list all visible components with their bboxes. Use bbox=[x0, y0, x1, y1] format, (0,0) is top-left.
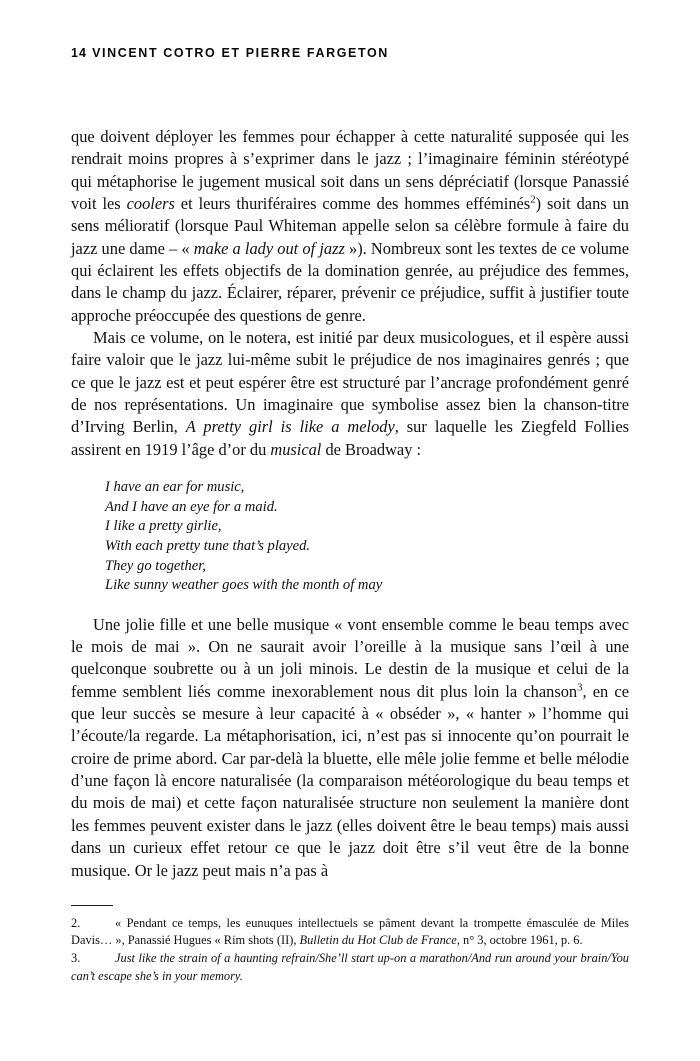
spacer bbox=[71, 596, 629, 614]
footnotes-area bbox=[71, 905, 629, 986]
verse-quote-block bbox=[105, 478, 629, 596]
verse-line: I have an ear for music, bbox=[105, 479, 245, 496]
par1-italic-coolers: coolers bbox=[126, 194, 175, 214]
footnote-italic-title: Bulletin du Hot Club de France bbox=[299, 933, 457, 948]
running-head bbox=[71, 46, 629, 60]
par1-italic-make-a-lady: make a lady out of jazz bbox=[193, 238, 345, 258]
paragraph-1 bbox=[71, 126, 629, 327]
text-column bbox=[71, 126, 629, 882]
footnote-text-segment-2: , n° 3, octobre 1961, p. 6. bbox=[456, 933, 583, 948]
footnote-item bbox=[71, 950, 629, 984]
par1-segment-2: et leurs thuriféraires comme des hommes efféminés bbox=[174, 194, 531, 214]
paragraph-2 bbox=[71, 327, 629, 461]
par2-segment-2: , sur laquelle les Ziegfeld Follies assirent en 1919 l’âge d’or du bbox=[71, 417, 629, 459]
footnote-separator-rule bbox=[71, 905, 113, 906]
verse-line: Like sunny weather goes with the month of may bbox=[105, 577, 383, 594]
par3-segment-2: , en ce que leur succès se mesure à leur capacité à « obséder », « hanter » l’homme qui l’écoute/la regarde. La métaphorisation, ici, n’est pas si innocente qu’on pourrait le croire de prime abord. Car par-delà la bluette, elle mêle jolie femme et belle mélodie d’une façon là encore naturalisée (la comparaison météorologique du beau temps et du mois de mai) et cette façon naturalisée structure non seulement la manière dont les femmes peuvent exister dans le jazz (elles doivent être le beau temps) mais aussi dans un curieux effet retour ce que le jazz doit être s’il veut être de la bonne musique. Or le jazz peut mais n’a pas à bbox=[71, 681, 629, 880]
verse-line: I like a pretty girlie, bbox=[105, 518, 222, 535]
running-head-title: VINCENT COTRO ET PIERRE FARGETON bbox=[92, 46, 389, 60]
footnote-text-segment-1: « Pendant ce temps, les eunuques intellectuels se pâment devant la trompette émasculée de Miles Davis… », Panassié Hugues « Rim shots (II), bbox=[71, 916, 629, 948]
verse-line: With each pretty tune that’s played. bbox=[105, 537, 311, 554]
verse-line: They go together, bbox=[105, 557, 206, 574]
paragraph-3 bbox=[71, 614, 629, 882]
footnote-number: 3. bbox=[71, 951, 81, 966]
footnote-item bbox=[71, 915, 629, 949]
footnote-reference-3: 3 bbox=[577, 681, 583, 694]
par1-segment-4: »). Nombreux sont les textes de ce volume qui éclairent les effets objectifs de la domination genrée, au préjudice des femmes, dans le champ du jazz. Éclairer, réparer, prévenir ce préjudice, suffit à justifier toute approche préoccupée des questions de genre. bbox=[71, 238, 629, 325]
par3-segment-1: Une jolie fille et une belle musique « vont ensemble comme le beau temps avec le mois de mai ». On ne saurait avoir l’oreille à la musique sans l’œil à une quelconque soubrette ou à un joli minois. Le destin de la musique et celui de la femme semblent liés comme inexorablement nous dit plus loin la chanson bbox=[71, 614, 629, 701]
verse-line: And I have an eye for a maid. bbox=[105, 498, 278, 515]
par2-segment-3: de Broadway : bbox=[321, 439, 422, 459]
footnote-number: 2. bbox=[71, 916, 81, 930]
page-number: 14 bbox=[71, 46, 88, 60]
footnote-reference-2: 2 bbox=[530, 193, 536, 206]
par2-italic-musical: musical bbox=[270, 439, 322, 459]
par2-italic-pretty-girl: A pretty girl is like a melody bbox=[185, 417, 395, 437]
footnote-text-segment-1: Just like the strain of a haunting refrain/She’ll start up-on a marathon/And run around your brain/You can’t escape she’s in your memory. bbox=[71, 951, 629, 983]
par2-segment-1: Mais ce volume, on le notera, est initié par deux musicologues, et il espère aussi faire valoir que le jazz lui-même subit le préjudice de nos imaginaires genrés ; que ce que le jazz est et peut espérer être est structuré par l’ancrage profondément genré de nos représentations. Un imaginaire que symbolise assez bien la chanson-titre d’Irving Berlin, bbox=[71, 328, 629, 437]
par1-segment-3: ) soit dans un sens mélioratif (lorsque Paul Whiteman appelle selon sa célèbre formule à faire du jazz une dame – « bbox=[71, 194, 629, 258]
par1-segment-1: que doivent déployer les femmes pour échapper à cette naturalité supposée qui les rendrait moins propres à s’exprimer dans le jazz ; l’imaginaire féminin stéréotypé qui métaphorise le jugement musical soit dans un sens dépréciatif (lorsque Panassié voit les bbox=[71, 127, 629, 214]
